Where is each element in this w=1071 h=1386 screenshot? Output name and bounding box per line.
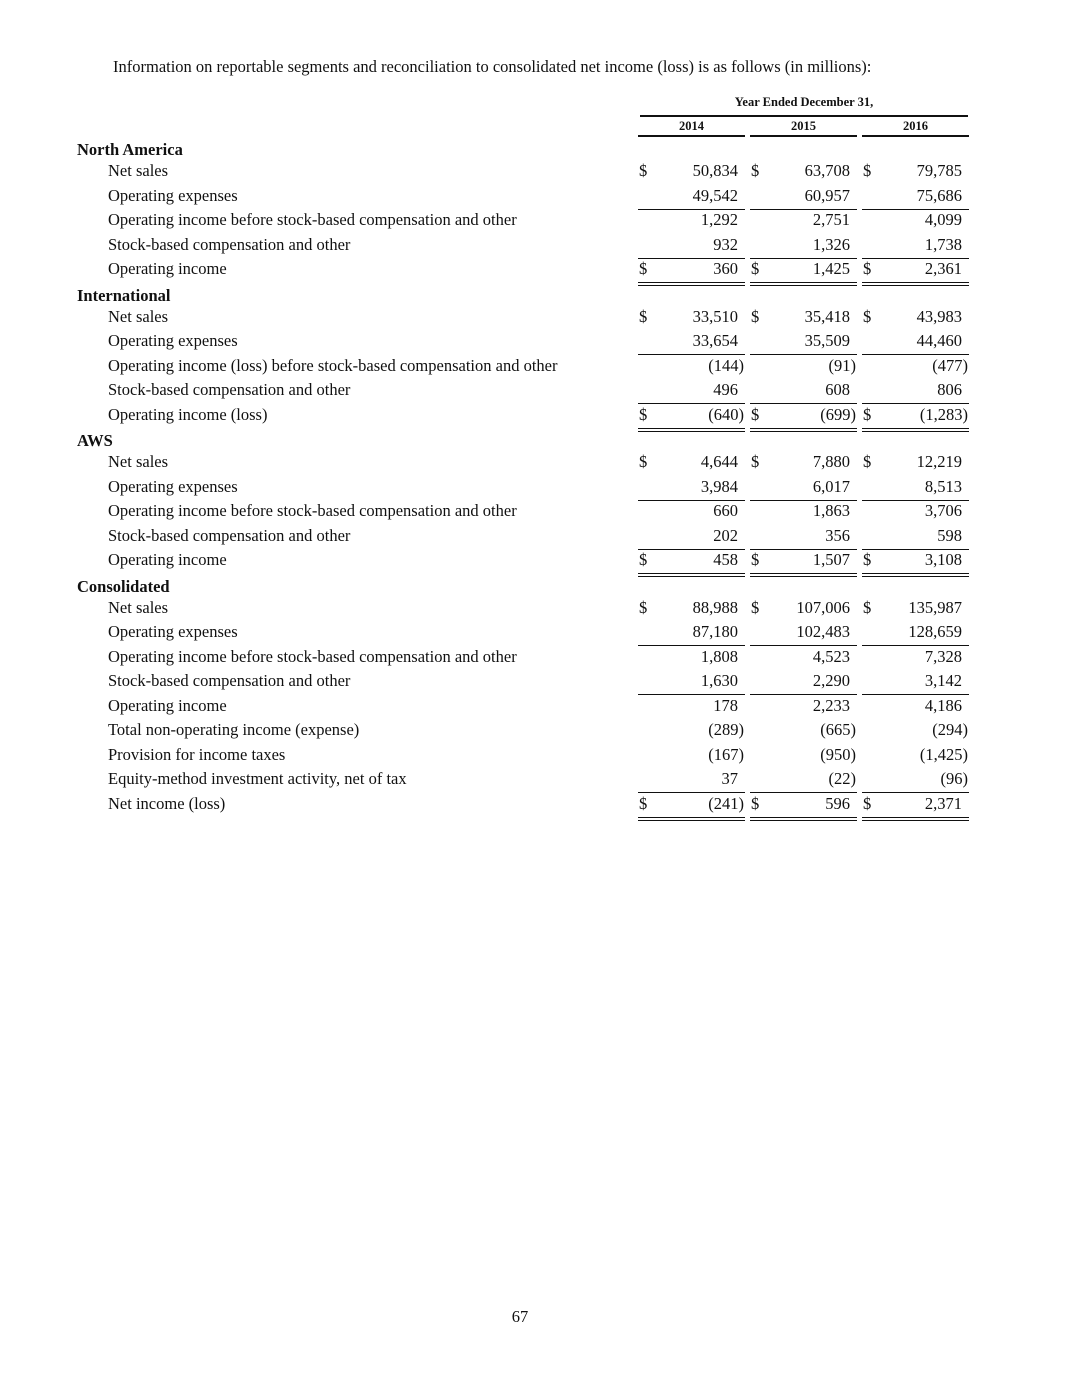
row-label: Net sales: [108, 597, 169, 617]
currency-symbol: $: [751, 452, 760, 471]
double-rule: [750, 282, 857, 286]
double-rule: [638, 428, 745, 432]
currency-symbol: $: [639, 404, 648, 424]
cell-value: 33,654: [692, 331, 738, 350]
cell-value: 4,186: [924, 695, 962, 715]
section-title: International: [77, 285, 171, 305]
cell-value: (289): [708, 720, 744, 739]
cell-value: 102,483: [796, 622, 850, 641]
cell-value: 496: [713, 380, 738, 399]
currency-symbol: $: [639, 259, 648, 278]
row-label: Net income (loss): [108, 793, 226, 813]
row-label: Operating income before stock-based compensation and other: [108, 646, 517, 666]
double-rule: [862, 817, 969, 821]
row-label: Operating income before stock-based compensation and other: [108, 210, 517, 229]
cell-value: 3,142: [924, 671, 962, 690]
cell-value: 7,328: [924, 646, 962, 666]
cell-value: 107,006: [796, 597, 850, 617]
cell-value: (91): [828, 355, 856, 375]
cell-value: 1,863: [812, 501, 850, 520]
cell-value: (294): [932, 720, 968, 739]
cell-value: 75,686: [916, 185, 962, 205]
currency-symbol: $: [639, 161, 648, 180]
currency-symbol: $: [639, 550, 648, 569]
row-label: Stock-based compensation and other: [108, 234, 351, 254]
row-label: Stock-based compensation and other: [108, 380, 351, 399]
cell-value: 63,708: [804, 161, 850, 180]
cell-value: 3,108: [924, 550, 962, 569]
row-label: Provision for income taxes: [108, 744, 286, 764]
cell-value: 1,292: [700, 210, 738, 229]
year-header-rule: [862, 135, 969, 137]
currency-symbol: $: [751, 259, 760, 278]
double-rule: [638, 282, 745, 286]
row-label: Operating income: [108, 695, 227, 715]
cell-value: 932: [713, 234, 738, 254]
cell-value: 43,983: [916, 306, 962, 326]
row-label: Operating income (loss) before stock-based compensation and other: [108, 355, 558, 375]
double-rule: [750, 817, 857, 821]
cell-value: (22): [828, 769, 856, 788]
currency-symbol: $: [863, 161, 872, 180]
cell-value: 1,326: [812, 234, 850, 254]
currency-symbol: $: [751, 161, 760, 180]
section-title: Consolidated: [77, 576, 170, 596]
currency-symbol: $: [639, 597, 648, 617]
cell-value: (167): [708, 744, 744, 764]
row-label: Operating expenses: [108, 622, 238, 641]
cell-value: 1,425: [812, 259, 850, 278]
currency-symbol: $: [639, 793, 648, 813]
cell-value: (950): [820, 744, 856, 764]
cell-value: 3,984: [700, 476, 738, 496]
cell-value: 4,523: [812, 646, 850, 666]
row-label: Net sales: [108, 306, 169, 326]
row-label: Operating income (loss): [108, 404, 268, 424]
double-rule: [862, 573, 969, 577]
cell-value: (144): [708, 355, 744, 375]
cell-value: 44,460: [916, 331, 962, 350]
row-label: Operating income: [108, 550, 227, 569]
currency-symbol: $: [639, 452, 648, 471]
cell-value: 8,513: [924, 476, 962, 496]
cell-value: (1,283): [919, 404, 968, 424]
currency-symbol: $: [751, 550, 760, 569]
currency-symbol: $: [863, 550, 872, 569]
cell-value: 12,219: [916, 452, 962, 471]
cell-value: 608: [825, 380, 850, 399]
currency-symbol: $: [639, 306, 648, 326]
year-header-rule: [750, 135, 857, 137]
currency-symbol: $: [751, 793, 760, 813]
cell-value: 135,987: [908, 597, 962, 617]
currency-symbol: $: [863, 597, 872, 617]
cell-value: (241): [708, 793, 744, 813]
cell-value: 596: [825, 793, 850, 813]
cell-value: 1,507: [812, 550, 850, 569]
row-label: Operating expenses: [108, 185, 238, 205]
cell-value: 806: [937, 380, 962, 399]
cell-value: 128,659: [908, 622, 962, 641]
row-label: Net sales: [108, 452, 169, 471]
row-label: Operating income: [108, 259, 227, 278]
cell-value: (1,425): [919, 744, 968, 764]
cell-value: 35,509: [804, 331, 850, 350]
cell-value: 356: [825, 525, 850, 545]
cell-value: 2,290: [812, 671, 850, 690]
cell-value: 35,418: [804, 306, 850, 326]
double-rule: [862, 282, 969, 286]
currency-symbol: $: [863, 793, 872, 813]
row-label: Operating expenses: [108, 476, 238, 496]
cell-value: 49,542: [692, 185, 738, 205]
row-label: Equity-method investment activity, net of tax: [108, 769, 407, 788]
section-title: North America: [77, 140, 183, 159]
cell-value: 178: [713, 695, 738, 715]
page-number: 67: [511, 1307, 529, 1326]
cell-value: 50,834: [692, 161, 738, 180]
cell-value: 202: [713, 525, 738, 545]
cell-value: 3,706: [924, 501, 962, 520]
double-rule: [862, 428, 969, 432]
currency-symbol: $: [751, 404, 760, 424]
cell-value: 60,957: [804, 185, 850, 205]
cell-value: 360: [713, 259, 738, 278]
cell-value: 1,738: [924, 234, 962, 254]
cell-value: 458: [713, 550, 738, 569]
currency-symbol: $: [863, 259, 872, 278]
cell-value: 2,371: [924, 793, 962, 813]
period-header: Year Ended December 31,: [734, 95, 874, 109]
cell-value: 2,361: [924, 259, 962, 278]
year-header-rule: [638, 135, 745, 137]
row-label: Operating income before stock-based compensation and other: [108, 501, 517, 520]
intro-text: Information on reportable segments and reconciliation to consolidated net income (loss) is as follows (in millions):: [113, 57, 872, 76]
cell-value: 37: [721, 769, 738, 788]
double-rule: [638, 817, 745, 821]
double-rule: [750, 573, 857, 577]
cell-value: (640): [708, 404, 744, 424]
currency-symbol: $: [751, 306, 760, 326]
cell-value: 660: [713, 501, 738, 520]
row-label: Stock-based compensation and other: [108, 525, 351, 545]
cell-value: 2,751: [812, 210, 850, 229]
cell-value: (665): [820, 720, 856, 739]
cell-value: 1,630: [700, 671, 738, 690]
double-rule: [638, 573, 745, 577]
period-header-rule: [640, 115, 968, 117]
cell-value: 88,988: [692, 597, 738, 617]
cell-value: 1,808: [700, 646, 738, 666]
cell-value: 598: [937, 525, 962, 545]
double-rule: [750, 428, 857, 432]
cell-value: 2,233: [812, 695, 850, 715]
cell-value: 87,180: [692, 622, 738, 641]
currency-symbol: $: [863, 306, 872, 326]
cell-value: 6,017: [812, 476, 850, 496]
year-header-2014: 2014: [679, 119, 704, 133]
cell-value: 4,099: [924, 210, 962, 229]
currency-symbol: $: [863, 452, 872, 471]
cell-value: 79,785: [916, 161, 962, 180]
cell-value: (96): [940, 769, 968, 788]
section-title: AWS: [77, 431, 113, 450]
year-header-2015: 2015: [791, 119, 816, 133]
year-header-2016: 2016: [903, 119, 928, 133]
cell-value: 33,510: [692, 306, 738, 326]
cell-value: (699): [820, 404, 856, 424]
row-label: Net sales: [108, 161, 169, 180]
row-label: Total non-operating income (expense): [108, 720, 360, 739]
cell-value: (477): [932, 355, 968, 375]
row-label: Operating expenses: [108, 331, 238, 350]
currency-symbol: $: [863, 404, 872, 424]
currency-symbol: $: [751, 597, 760, 617]
cell-value: 7,880: [812, 452, 850, 471]
row-label: Stock-based compensation and other: [108, 671, 351, 690]
cell-value: 4,644: [700, 452, 738, 471]
